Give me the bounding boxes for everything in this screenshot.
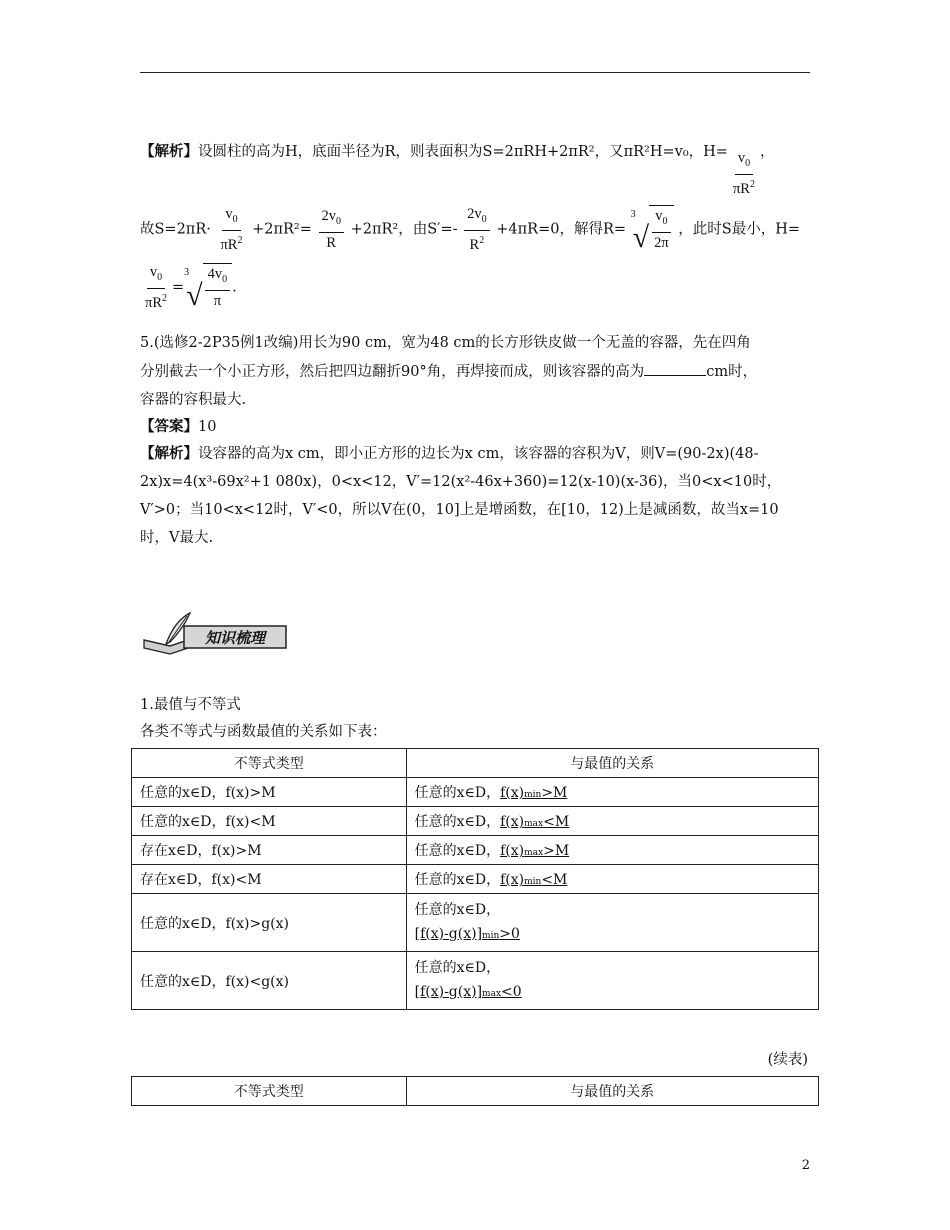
fraction-v0-piR2: $\frac{v_0}{\pi R^2}$ bbox=[220, 206, 243, 253]
answer-value: 10 bbox=[198, 419, 217, 435]
answer-line bbox=[140, 417, 216, 437]
table-cell: 任意的x∈D， [f(x)-g(x)]min>0 bbox=[406, 894, 818, 952]
fraction-v0-piR2: $\frac{v_0}{\pi R^2}$ bbox=[732, 150, 755, 197]
table-row bbox=[132, 894, 819, 952]
solution-line3: V′>0；当10<x<12时，V′<0，所以V在(0，10]上是增函数，在[10，12)上是减函数，故当x=10 bbox=[140, 502, 779, 518]
table-cell: 任意的x∈D， [f(x)-g(x)]max<0 bbox=[406, 952, 818, 1010]
table-row bbox=[132, 778, 819, 807]
fraction-v0-piR2: $\frac{v_0}{\pi R^2}$ bbox=[145, 264, 167, 311]
problem5-line3: 容器的容积最大. bbox=[140, 392, 247, 408]
cube-root-4v0-pi: 3 √ $\frac{4v_0}{\pi}$ bbox=[184, 263, 232, 311]
table-header: 与最值的关系 bbox=[406, 749, 818, 778]
solution-line2: 2x)x=4(x³-69x²+1 080x)，0<x<12，V′=12(x²-46x+360)=12(x-10)(x-36)，当0<x<10时， bbox=[140, 474, 782, 490]
table-cell: 任意的x∈D，f(x)max>M bbox=[406, 836, 818, 865]
knowledge-badge bbox=[140, 610, 292, 660]
inequality-table-continued bbox=[131, 1076, 819, 1106]
solution-line1: 【解析】设容器的高为x cm，即小正方形的边长为x cm，该容器的容积为V，则V=(90-2x)(48- bbox=[140, 445, 759, 462]
table-header-row bbox=[132, 749, 819, 778]
table-cell: 存在x∈D，f(x)<M bbox=[132, 865, 407, 894]
prev-solution-line3: $\frac{v_0}{\pi R^2}$ = 3 √ $\frac{4v_0}{\pi}$ . bbox=[140, 262, 237, 313]
table-cell: 任意的x∈D，f(x)min>M bbox=[406, 778, 818, 807]
inequality-table bbox=[131, 748, 819, 1010]
table-cell: 存在x∈D，f(x)>M bbox=[132, 836, 407, 865]
fraction-2v0-R2: $\frac{2v_0}{R^2}$ bbox=[464, 204, 490, 255]
table-cell: 任意的x∈D，f(x)<M bbox=[132, 807, 407, 836]
table-cell: 任意的x∈D，f(x)>g(x) bbox=[132, 894, 407, 952]
continued-label: (续表) bbox=[767, 1052, 808, 1068]
table-header: 不等式类型 bbox=[132, 1077, 407, 1106]
section1-intro: 各类不等式与函数最值的关系如下表： bbox=[140, 724, 387, 740]
answer-label: 【答案】 bbox=[140, 418, 198, 435]
fraction-2v0-R: $\frac{2v_0}{R}$ bbox=[319, 206, 345, 253]
cube-root-v0-2pi: 3 √ $\frac{v_0}{2\pi}$ bbox=[631, 205, 674, 253]
table-header: 与最值的关系 bbox=[406, 1077, 818, 1106]
svg-text:知识梳理: 知识梳理 bbox=[204, 629, 266, 647]
book-quill-icon bbox=[140, 610, 292, 660]
solution-label: 【解析】 bbox=[140, 445, 198, 462]
problem5-line2: 分别截去一个小正方形，然后把四边翻折90°角，再焊接而成，则该容器的高为 cm时， bbox=[140, 364, 758, 380]
table-cell: 任意的x∈D，f(x)<g(x) bbox=[132, 952, 407, 1010]
table-cell: 任意的x∈D，f(x)min<M bbox=[406, 865, 818, 894]
table-row bbox=[132, 807, 819, 836]
table-row bbox=[132, 952, 819, 1010]
table-header: 不等式类型 bbox=[132, 749, 407, 778]
table-header-row bbox=[132, 1077, 819, 1106]
solution-line4: 时，V最大. bbox=[140, 530, 214, 546]
problem5-line1: 5.(选修2-2P35例1改编)用长为90 cm，宽为48 cm的长方形铁皮做一个无盖的容器，先在四角 bbox=[140, 335, 751, 351]
section1-heading: 1.最值与不等式 bbox=[140, 697, 241, 713]
table-cell: 任意的x∈D，f(x)max<M bbox=[406, 807, 818, 836]
page-number: 2 bbox=[801, 1158, 810, 1173]
answer-blank bbox=[644, 363, 706, 376]
prev-solution-line1: 【解析】设圆柱的高为H，底面半径为R，则表面积为S=2πRH+2πR²，又πR²H=v₀，H= $\frac{v_0}{\pi R^2}$ ， bbox=[140, 143, 775, 197]
table-cell: 任意的x∈D，f(x)>M bbox=[132, 778, 407, 807]
prev-solution-line2: 故S=2πR· $\frac{v_0}{\pi R^2}$ +2πR²= $\frac{2v_0}{R}$ +2πR²，由S′=- $\frac{2v_0}{R^2}$ +4πR=0，解得R= 3 √ $\frac{v_0}{2\pi}$ ，此时S最小，H= bbox=[140, 206, 801, 255]
header-rule bbox=[140, 72, 810, 73]
table-row bbox=[132, 865, 819, 894]
table-row bbox=[132, 836, 819, 865]
solution-label: 【解析】 bbox=[140, 143, 198, 160]
